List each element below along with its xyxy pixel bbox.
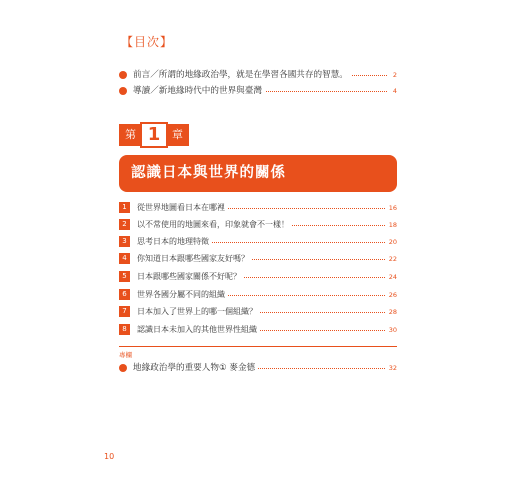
item-number: 7: [119, 306, 130, 317]
toc-entry-preface[interactable]: [119, 68, 397, 82]
item-page: 26: [388, 291, 397, 299]
chapter-prefix: 第: [119, 124, 142, 146]
entry-page: 4: [391, 84, 397, 98]
entry-title: 導讀／新地緣時代中的世界與臺灣: [133, 84, 265, 98]
item-title: 你知道日本跟哪些國家友好嗎？: [137, 253, 252, 265]
toc-heading: 【目次】: [121, 35, 174, 49]
chapter-item[interactable]: [119, 219, 397, 231]
chapter-title: 認識日本與世界的關係: [131, 165, 286, 181]
bullet-icon: [119, 87, 127, 95]
item-page: 30: [388, 326, 397, 334]
chapter-item[interactable]: [119, 271, 397, 283]
item-title: 日本加入了世界上的哪一個組織？: [137, 306, 260, 318]
item-number: 5: [119, 271, 130, 282]
item-page: 22: [388, 255, 397, 263]
special-column-entry[interactable]: [119, 361, 397, 375]
special-title: 地緣政治學的重要人物① 麥金德: [133, 361, 258, 375]
item-title: 從世界地圖看日本在哪裡: [137, 202, 228, 214]
item-number: 8: [119, 324, 130, 335]
entry-page: 2: [391, 68, 397, 82]
item-page: 28: [388, 308, 397, 316]
chapter-divider: [119, 346, 397, 347]
item-number: 4: [119, 253, 130, 264]
entry-title: 前言／所謂的地緣政治學，就是在學習各國共存的智慧。: [133, 68, 351, 82]
item-title: 認識日本未加入的其他世界性組織: [137, 324, 260, 336]
chapter-item[interactable]: [119, 324, 397, 336]
special-column-label: 專欄: [119, 351, 132, 359]
chapter-title-banner[interactable]: [119, 155, 397, 192]
bullet-icon: [119, 71, 127, 79]
chapter-item[interactable]: [119, 202, 397, 214]
item-number: 6: [119, 289, 130, 300]
item-page: 24: [388, 273, 397, 281]
chapter-suffix: 章: [166, 124, 189, 146]
bullet-icon: [119, 364, 127, 372]
item-title: 日本跟哪些國家關係不好呢？: [137, 271, 244, 283]
chapter-number-box: [140, 122, 168, 148]
chapter-item[interactable]: [119, 236, 397, 248]
item-number: 1: [119, 202, 130, 213]
page-number: 10: [104, 452, 115, 461]
item-page: 18: [388, 221, 397, 229]
item-page: 16: [388, 204, 397, 212]
item-title: 思考日本的地理特徵: [137, 236, 212, 248]
chapter-number: 1: [147, 124, 161, 145]
item-title: 世界各國分屬不同的組織: [137, 289, 228, 301]
chapter-item[interactable]: [119, 253, 397, 265]
chapter-item[interactable]: [119, 289, 397, 301]
special-page: 32: [387, 361, 397, 375]
toc-entry-guide[interactable]: [119, 84, 397, 98]
item-number: 2: [119, 219, 130, 230]
item-page: 20: [388, 238, 397, 246]
chapter-item[interactable]: [119, 306, 397, 318]
item-title: 以不常使用的地圖來看，印象就會不一樣！: [137, 219, 292, 231]
item-number: 3: [119, 236, 130, 247]
